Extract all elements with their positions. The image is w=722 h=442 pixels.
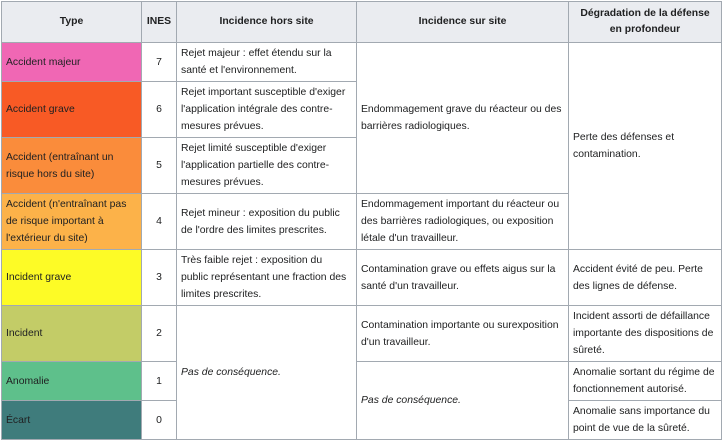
type-cell: Accident (entraînant un risque hors du site) (2, 138, 142, 194)
type-cell: Anomalie (2, 362, 142, 401)
onsite-cell: Endommagement grave du réacteur ou des barrières radiologiques. (357, 43, 569, 194)
offsite-cell: Rejet important susceptible d'exiger l'application intégrale des contre-mesures prévues. (177, 82, 357, 138)
header-onsite: Incidence sur site (357, 2, 569, 43)
type-cell: Écart (2, 401, 142, 440)
onsite-cell: Pas de conséquence. (357, 362, 569, 440)
offsite-cell: Rejet majeur : effet étendu sur la santé et l'environnement. (177, 43, 357, 82)
onsite-cell: Contamination importante ou surexposition d'un travailleur. (357, 306, 569, 362)
header-ines: INES (142, 2, 177, 43)
offsite-cell: Très faible rejet : exposition du public représentant une fraction des limites prescrites. (177, 250, 357, 306)
ines-level-cell: 6 (142, 82, 177, 138)
ines-level-cell: 5 (142, 138, 177, 194)
defense-cell: Incident assorti de défaillance importante des dispositions de sûreté. (569, 306, 722, 362)
header-type: Type (2, 2, 142, 43)
ines-level-cell: 1 (142, 362, 177, 401)
header-offsite: Incidence hors site (177, 2, 357, 43)
type-cell: Incident (2, 306, 142, 362)
ines-level-cell: 2 (142, 306, 177, 362)
offsite-cell: Rejet mineur : exposition du public de l'ordre des limites prescrites. (177, 194, 357, 250)
type-cell: Accident majeur (2, 43, 142, 82)
defense-cell: Anomalie sortant du régime de fonctionnement autorisé. (569, 362, 722, 401)
header-row (2, 2, 722, 43)
ines-scale-table (1, 1, 722, 440)
defense-cell: Perte des défenses et contamination. (569, 43, 722, 250)
ines-level-cell: 3 (142, 250, 177, 306)
onsite-cell: Contamination grave ou effets aigus sur la santé d'un travailleur. (357, 250, 569, 306)
table-row-level-2 (2, 306, 722, 362)
type-cell: Accident (n'entraînant pas de risque important à l'extérieur du site) (2, 194, 142, 250)
header-defense: Dégradation de la défense en profondeur (569, 2, 722, 43)
ines-level-cell: 0 (142, 401, 177, 440)
defense-cell: Accident évité de peu. Perte des lignes de défense. (569, 250, 722, 306)
table-row-level-7 (2, 43, 722, 82)
type-cell: Accident grave (2, 82, 142, 138)
table-row-level-3 (2, 250, 722, 306)
onsite-cell: Endommagement important du réacteur ou des barrières radiologiques, ou exposition létale d'un travailleur. (357, 194, 569, 250)
table-row-level-1 (2, 362, 722, 401)
ines-level-cell: 4 (142, 194, 177, 250)
offsite-cell: Pas de conséquence. (177, 306, 357, 440)
offsite-cell: Rejet limité susceptible d'exiger l'application partielle des contre-mesures prévues. (177, 138, 357, 194)
type-cell: Incident grave (2, 250, 142, 306)
defense-cell: Anomalie sans importance du point de vue de la sûreté. (569, 401, 722, 440)
ines-level-cell: 7 (142, 43, 177, 82)
